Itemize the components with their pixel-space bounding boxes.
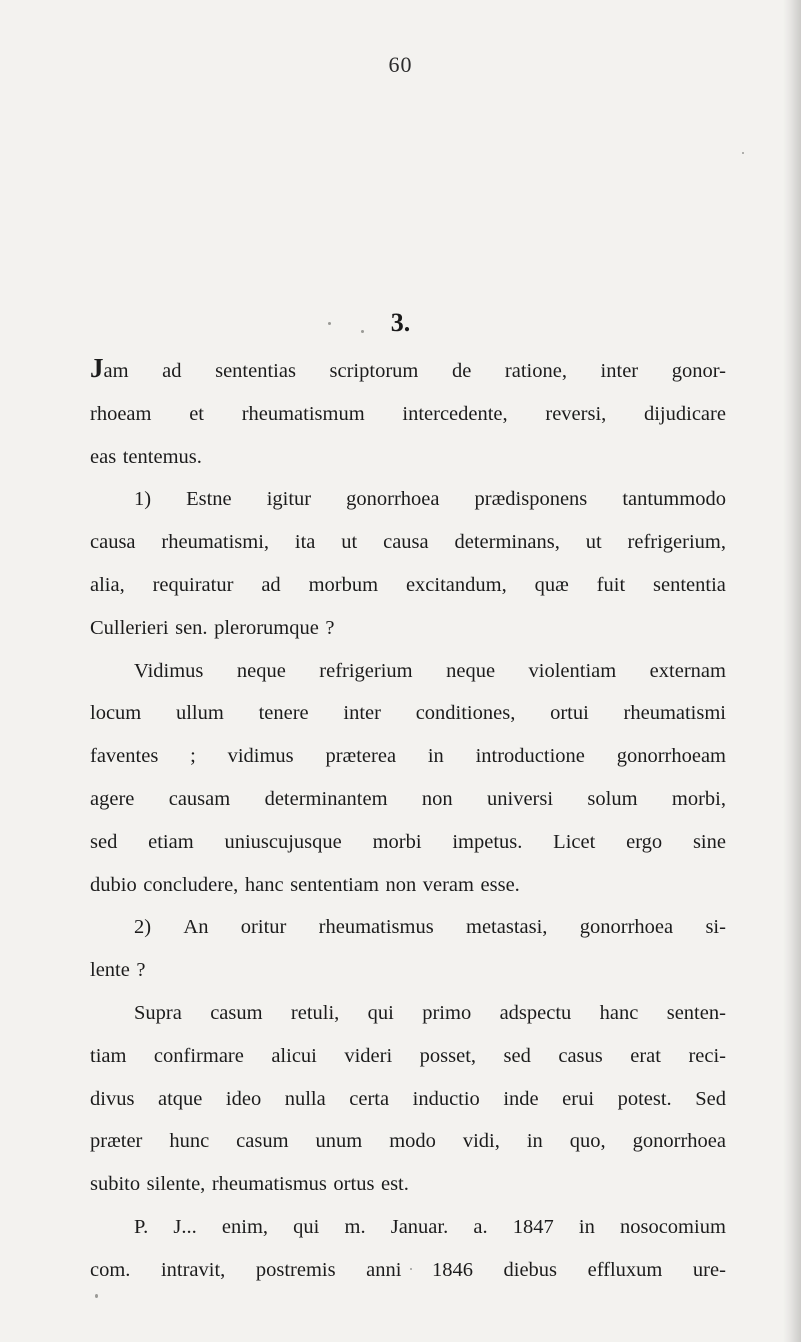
word: est. — [380, 1173, 409, 1196]
word: violentiam — [528, 659, 617, 682]
text-line — [90, 436, 726, 479]
word: J... — [173, 1215, 197, 1238]
word: sententia — [653, 573, 726, 596]
word: sine — [692, 830, 726, 853]
text-line — [90, 735, 726, 778]
scan-speck — [410, 1268, 412, 1270]
word: sen. — [175, 616, 208, 639]
word: 1) — [134, 488, 152, 511]
word: com. — [90, 1258, 131, 1281]
word: reci- — [688, 1044, 726, 1067]
scan-speck — [361, 330, 364, 333]
word: rhoeam — [90, 402, 152, 425]
word: agere — [90, 787, 135, 810]
word: gonorrhoea — [346, 488, 440, 511]
word: faventes — [90, 745, 159, 768]
word: determinantem — [264, 787, 388, 810]
word: 1846 — [431, 1258, 473, 1281]
text-line — [90, 564, 726, 607]
word: plerorumque — [214, 616, 319, 639]
word: sed — [90, 830, 118, 853]
word: rheumatismus — [318, 916, 434, 939]
word: fuit — [596, 573, 626, 596]
word: dubio — [90, 873, 137, 896]
word: senten- — [666, 1001, 726, 1024]
text-line — [90, 521, 726, 564]
scan-speck — [95, 1294, 98, 1298]
word: introductione — [475, 745, 585, 768]
word: sed — [503, 1044, 531, 1067]
text-line — [90, 1035, 726, 1078]
word: unum — [315, 1130, 363, 1153]
word: silente, — [146, 1173, 206, 1196]
word: hanc — [244, 873, 284, 896]
word: casus — [558, 1044, 603, 1067]
word: refrigerium, — [627, 531, 726, 554]
word: 1847 — [512, 1215, 554, 1238]
word: dijudicare — [643, 402, 726, 425]
word: morbum — [308, 573, 379, 596]
body-text — [90, 350, 726, 1292]
word: potest. — [617, 1087, 672, 1110]
text-line — [90, 1206, 726, 1249]
word: scriptorum — [329, 360, 419, 382]
word: tiam — [90, 1044, 127, 1067]
word: ut — [585, 531, 602, 554]
text-line — [90, 1078, 726, 1121]
word: P. — [134, 1215, 149, 1238]
word: Estne — [186, 488, 232, 511]
word: conditiones, — [415, 702, 516, 725]
word: prædisponens — [474, 488, 588, 511]
word: externam — [649, 659, 726, 682]
word: inde — [503, 1087, 539, 1110]
word: nulla — [284, 1087, 326, 1110]
text-line — [90, 864, 726, 907]
word: Supra — [134, 1001, 182, 1024]
word: tentemus. — [122, 445, 202, 468]
word: retuli, — [290, 1001, 340, 1024]
word: uniuscujusque — [224, 830, 342, 853]
word: præter — [90, 1130, 143, 1153]
word: Januar. — [390, 1215, 449, 1238]
word: si- — [705, 916, 726, 939]
word: rheumatismi, — [161, 531, 270, 554]
word: quæ — [534, 573, 569, 596]
text-line — [90, 393, 726, 436]
word: subito — [90, 1173, 141, 1196]
drop-cap-letter: J — [90, 353, 104, 383]
word: sententias — [215, 360, 296, 382]
word: metastasi, — [466, 916, 548, 939]
word: neque — [446, 659, 496, 682]
word: gonor- — [671, 360, 726, 382]
word: adspectu — [499, 1001, 572, 1024]
word: ? — [136, 959, 146, 982]
word: nosocomium — [619, 1215, 726, 1238]
word: de — [451, 360, 472, 382]
word: certa — [349, 1087, 390, 1110]
text-line — [90, 992, 726, 1035]
word: in — [578, 1215, 595, 1238]
word: eas — [90, 445, 117, 468]
word: ure- — [692, 1258, 726, 1281]
word: Licet — [553, 830, 596, 853]
word: esse. — [480, 873, 520, 896]
word: qui — [293, 1215, 320, 1238]
word: ita — [294, 531, 316, 554]
word: morbi, — [671, 787, 726, 810]
word: ortus — [333, 1173, 375, 1196]
word — [90, 350, 129, 393]
word: inter — [343, 702, 381, 725]
word: videri — [344, 1044, 393, 1067]
word: excitandum, — [405, 573, 507, 596]
word: reversi, — [545, 402, 607, 425]
word: rheumatismum — [241, 402, 365, 425]
word: erat — [630, 1044, 661, 1067]
word: tantummodo — [622, 488, 726, 511]
word: atque — [157, 1087, 203, 1110]
word: veram — [422, 873, 474, 896]
word: impetus. — [452, 830, 523, 853]
text-line — [90, 1120, 726, 1163]
word: posset, — [419, 1044, 477, 1067]
word: Sed — [695, 1087, 726, 1110]
word: refrigerium — [319, 659, 413, 682]
word: quo, — [569, 1130, 606, 1153]
word: vidi, — [462, 1130, 500, 1153]
word: gonorrhoea — [579, 916, 674, 939]
word: et — [189, 402, 204, 425]
word: confirmare — [153, 1044, 244, 1067]
word: hanc — [599, 1001, 639, 1024]
word: præterea — [325, 745, 397, 768]
word: divus — [90, 1087, 135, 1110]
word: ? — [325, 616, 335, 639]
word: 2) — [134, 916, 152, 939]
word: causam — [168, 787, 231, 810]
word: Cullerieri — [90, 616, 169, 639]
text-line — [90, 1249, 726, 1292]
word: etiam — [148, 830, 194, 853]
word: causa — [383, 531, 429, 554]
word: ideo — [225, 1087, 262, 1110]
word: rheumatismus — [211, 1173, 327, 1196]
text-line — [90, 949, 726, 992]
word: lente — [90, 959, 130, 982]
word: ad — [162, 360, 182, 382]
word: ortui — [550, 702, 589, 725]
text-line — [90, 692, 726, 735]
word: concludere, — [143, 873, 239, 896]
text-line — [90, 478, 726, 521]
word: inductio — [412, 1087, 480, 1110]
word: oritur — [240, 916, 287, 939]
word: morbi — [372, 830, 422, 853]
word: effluxum — [587, 1258, 663, 1281]
word: in — [526, 1130, 543, 1153]
word: enim, — [221, 1215, 269, 1238]
word: anni — [366, 1258, 402, 1281]
text-line — [90, 607, 726, 650]
word: diebus — [503, 1258, 558, 1281]
word: modo — [389, 1130, 436, 1153]
word: locum — [90, 702, 142, 725]
text-line — [90, 350, 726, 393]
text-line — [90, 650, 726, 693]
word: ad — [261, 573, 281, 596]
word: igitur — [266, 488, 312, 511]
word: non — [385, 873, 417, 896]
word: Vidimus — [134, 659, 204, 682]
word: ; — [190, 745, 196, 768]
word: determinans, — [454, 531, 560, 554]
text-line — [90, 778, 726, 821]
word: gonorrhoeam — [616, 745, 726, 768]
word: alia, — [90, 573, 125, 596]
word: casum — [236, 1130, 289, 1153]
word: sententiam — [290, 873, 379, 896]
scan-speck — [742, 152, 744, 154]
word: neque — [236, 659, 286, 682]
word: ergo — [626, 830, 663, 853]
page-edge-shadow — [783, 0, 801, 1342]
word: ullum — [175, 702, 224, 725]
word: hunc — [169, 1130, 210, 1153]
text-line — [90, 906, 726, 949]
drop-cap-rest: am — [103, 360, 129, 382]
section-number: 3. — [390, 308, 411, 337]
word: casum — [210, 1001, 263, 1024]
word: vidimus — [227, 745, 294, 768]
word: qui — [367, 1001, 394, 1024]
word: non — [421, 787, 453, 810]
word: gonorrhoea — [632, 1130, 726, 1153]
word: intercedente, — [402, 402, 508, 425]
word: ut — [341, 531, 358, 554]
word: An — [183, 916, 209, 939]
word: ratione, — [504, 360, 567, 382]
text-line — [90, 821, 726, 864]
word: universi — [487, 787, 554, 810]
word: postremis — [255, 1258, 336, 1281]
word: requiratur — [152, 573, 234, 596]
word: m. — [344, 1215, 366, 1238]
word: solum — [587, 787, 638, 810]
word: tenere — [258, 702, 309, 725]
word: in — [427, 745, 444, 768]
scan-speck — [328, 322, 331, 325]
word: causa — [90, 531, 136, 554]
word: intravit, — [160, 1258, 226, 1281]
word: rheumatismi — [623, 702, 726, 725]
word: primo — [422, 1001, 472, 1024]
word: alicui — [271, 1044, 317, 1067]
page-number: 60 — [388, 52, 413, 77]
word: erui — [562, 1087, 595, 1110]
word: inter — [600, 360, 639, 382]
word: a. — [473, 1215, 488, 1238]
text-line — [90, 1163, 726, 1206]
